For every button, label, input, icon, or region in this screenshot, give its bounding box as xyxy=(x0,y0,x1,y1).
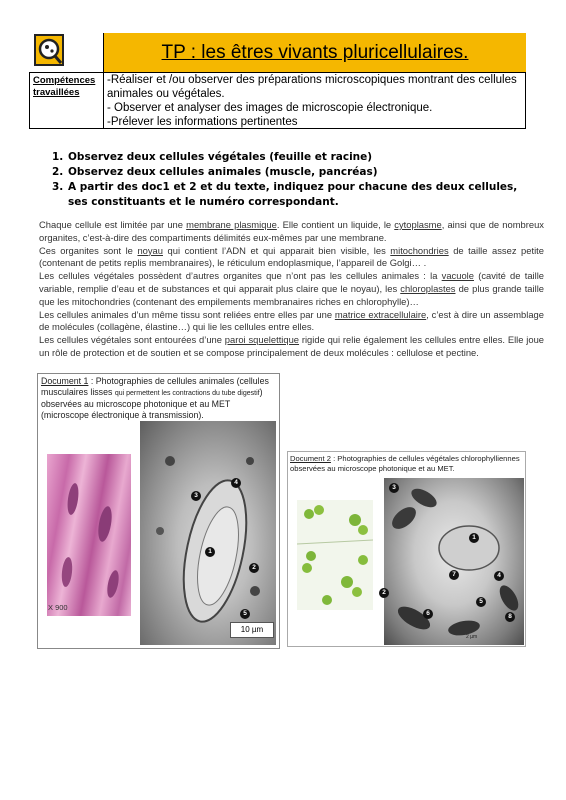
title-cell xyxy=(104,33,526,73)
label-marker: 4 xyxy=(494,571,504,581)
label-marker: 2 xyxy=(379,588,389,598)
label-marker: 3 xyxy=(191,491,201,501)
label-marker: 2 xyxy=(249,563,259,573)
scale-bar: 2 µm xyxy=(466,634,478,640)
competence-item: -Prélever les informations pertinentes xyxy=(107,116,298,128)
label-marker: 5 xyxy=(240,609,250,619)
document-2-caption: Document 2 : Photographies de cellules végétales chlorophylliennes observées au microscope photonique et au MET. xyxy=(290,454,520,473)
label-marker: 7 xyxy=(449,570,459,580)
paragraph: Les cellules végétales sont entourées d’une paroi squelettique rigide qui relie également les cellules entre elles. Elle joue un rôle de protection et de soutien et se compose principalement de deux molécules : cellulose et pectine. xyxy=(39,334,545,358)
electron-micrograph-plant-cell xyxy=(384,478,524,645)
nuclei-drawing xyxy=(47,454,131,616)
competence-item: - Observer et analyser des images de microscopie électronique. xyxy=(107,102,433,114)
logo-cell xyxy=(29,33,104,73)
label-marker: 6 xyxy=(423,609,433,619)
page-title: TP : les êtres vivants pluricellulaires. xyxy=(161,41,469,63)
label-marker: 3 xyxy=(389,483,399,493)
magnification-label: X 900 xyxy=(48,603,68,612)
paragraph: Les cellules animales d’un même tissu sont reliées entre elles par une matrice extracellulaire, c’est à dire un assemblage de molécules (collagène, élastine…) qui lie les cellules entre elles. xyxy=(39,308,544,333)
paragraph: Les cellules végétales possèdent d’autres organites que n’ont pas les cellules animales : la vacuole (cavité de taille variable, remplie d’eau et de substances et qui apparait plus claire que le noyau), les chloroplastes de plus grande taille que les mitochondries (contenant des empilements membranaires riches en chlorophylle)… xyxy=(39,270,544,307)
competences-list xyxy=(107,73,523,129)
label-marker: 8 xyxy=(505,612,515,622)
scale-bar: 10 µm xyxy=(230,622,274,638)
document-1-caption: Document 1 : Photographies de cellules animales (cellules musculaires lisses qui permettent les contractions du tube digestif) observées au microscope photonique et au MET (microscope électronique à transmission). xyxy=(41,376,269,420)
question-list xyxy=(48,150,518,210)
explanatory-text xyxy=(39,219,544,360)
label-marker: 1 xyxy=(205,547,215,557)
electron-micrograph-animal-cell xyxy=(140,421,276,645)
competence-item: -Réaliser et /ou observer des préparations microscopiques montrant des cellules animales ou végétales. xyxy=(107,74,517,100)
paragraph: Chaque cellule est limitée par une membrane plasmique. Elle contient un liquide, le cytoplasme, ainsi que de nombreux organites, c’est-à-dire des compartiments délimités eux-mêmes par une membrane. xyxy=(39,219,544,243)
question-item: 1. Observez deux cellules végétales (feuille et racine) xyxy=(52,151,373,163)
competences-label-cell xyxy=(29,73,104,129)
label-marker: 5 xyxy=(476,597,486,607)
label-marker: 1 xyxy=(469,533,479,543)
question-item: 3. A partir des doc1 et 2 et du texte, indiquez pour chacune des deux cellules, ses constituants et le numéro correspondant. xyxy=(52,181,518,208)
chloroplasts-drawing xyxy=(297,500,373,610)
competences-label: Compétences travaillées xyxy=(33,75,96,98)
light-micrograph-plant-cells xyxy=(297,500,373,610)
animal-cell-em-drawing xyxy=(140,421,276,645)
light-micrograph-muscle-cells xyxy=(47,454,131,616)
paragraph: Ces organites sont le noyau qui contient l’ADN et qui apparait bien visible, les mitochondries de taille assez petite (contenant de petits replis membranaires), le réticulum endoplasmique, l’appareil de Golgi… . xyxy=(39,244,544,269)
microscope-logo-icon xyxy=(29,33,104,73)
plant-cell-em-drawing xyxy=(384,478,524,645)
question-item: 2. Observez deux cellules animales (muscle, pancréas) xyxy=(52,166,378,178)
label-marker: 4 xyxy=(231,478,241,488)
